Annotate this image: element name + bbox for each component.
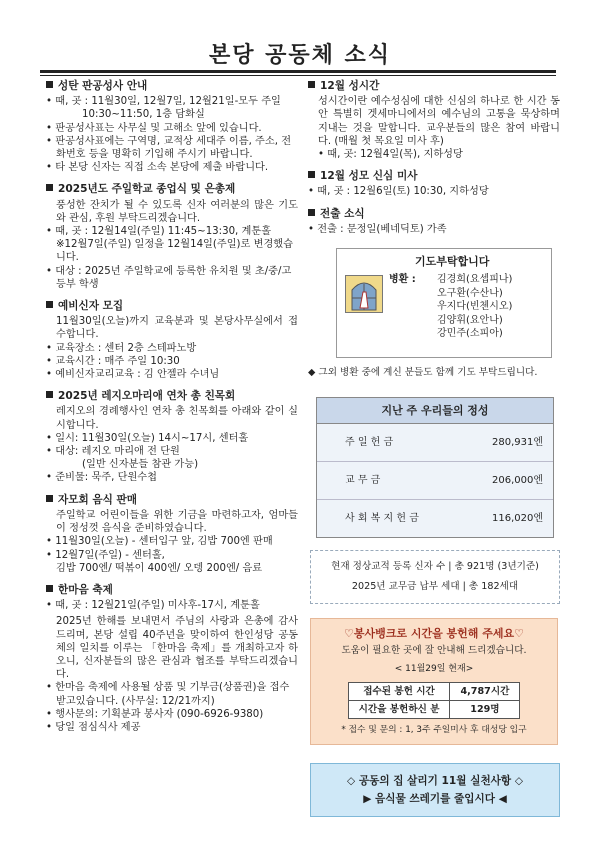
prayer-name: 김경희(요셉피나) [437,274,513,286]
parish-stats-box [310,550,560,604]
square-bullet-icon [46,81,53,88]
section-heading: 한마음 축제 [46,584,298,597]
list-item: • 전출 : 문정일(베네딕토) 가족 [308,223,560,236]
section-heading: 전출 소식 [308,208,560,221]
square-bullet-icon [46,585,53,592]
square-bullet-icon [308,209,315,216]
action-text: ▶ 음식물 쓰레기를 줄입시다 ◀ [363,792,507,805]
offering-table [316,397,554,538]
list-item: • 때, 곳 : 11월30일, 12월7일, 12월21일-모두 주일 [46,95,298,108]
list-item: • 대상 : 2025년 주일학교에 등록한 유치원 및 초/중/고등부 학생 [46,265,298,291]
right-column [308,80,560,817]
section-christmas-confession [46,80,298,174]
table-cell: 시간을 봉헌하신 분 [348,701,450,719]
table-cell: 129명 [450,701,520,719]
list-item: • 때, 곳 : 12월14일(주일) 11:45~13:30, 계툰홀 [46,225,298,238]
offering-label: 사 회 복 지 헌 금 [345,513,419,525]
page-title: 본당 공동체 소식 [208,42,392,68]
section-food-sale [46,494,298,575]
prayer-note: ◆ 그외 병환 중에 계신 분들도 함께 기도 부탁드립니다. [308,367,538,379]
square-bullet-icon [46,495,53,502]
section-heading: 자모회 음식 판매 [46,494,298,507]
table-row [348,701,520,719]
list-item: • 교육시간 : 매주 주일 10:30 [46,355,298,368]
section-heading: 2025년 레지오마리애 연차 총 친목회 [46,390,298,403]
table-cell: 4,787시간 [450,683,520,701]
section-heading: 예비신자 모집 [46,300,298,313]
offering-value: 280,931엔 [491,437,543,449]
prayer-name: 오구환(수산나) [437,287,503,299]
left-column [46,80,298,743]
list-item: • 타 본당 신자는 직접 소속 본당에 제출 바랍니다. [46,161,298,174]
list-item: • 대상: 레지오 마리애 전 단원 [46,445,298,458]
notice-text: ※12월7일(주일) 일정을 12월14일(주일)로 변경했습니다. [56,239,293,264]
list-item: • 당일 점심식사 제공 [46,721,298,734]
list-item: • 판공성사표는 사무실 및 고해소 앞에 있습니다. [46,122,298,135]
prayer-name: 김양휘(요안나) [437,314,503,326]
prayer-name: 강민주(소피아) [437,328,503,340]
stats-members: 현재 정상교적 등록 신자 수 | 총 921명 (3년기준) [331,561,539,573]
list-item: • 예비신자교리교육 : 김 안젤라 수녀님 [46,368,298,381]
section-heading: 12월 성시간 [308,80,560,93]
list-item: • 때, 곳: 12월4일(목), 지하성당 [318,148,560,161]
offering-value: 116,020엔 [491,513,543,525]
section-sunday-school [46,183,298,291]
section-paragraph: 주일학교 어린이들을 위한 기금을 마련하고자, 엄마들이 정성껏 음식을 준비하였습니다. [56,509,298,535]
stats-households: 2025년 교무금 납부 세대 | 총 182세대 [351,581,519,593]
section-heading: 12월 성모 신심 미사 [308,170,560,183]
square-bullet-icon [46,301,53,308]
section-paragraph: 레지오의 경례행사인 연차 총 친목회를 아래와 같이 실시합니다. [56,406,298,431]
list-item: • 한마음 축제에 사용될 상품 및 기부금(상품권)을 접수 받고있습니다. (사무실: 12/21까지) [46,681,298,707]
square-bullet-icon [308,81,315,88]
square-bullet-icon [46,184,53,191]
section-holy-hour [308,80,560,161]
section-paragraph: 2025년 한해를 보내면서 주님의 사랑과 은총에 감사드리며, 본당 설립 40주년을 맞이하여 한인성당 공동체의 일치를 이루는 「한마음 축제」를 개최하고자 하오니, 신자분들의 많은 관심과 협조를 부탁드리겠습니다. [56,616,298,681]
monthly-action-box [310,763,560,817]
section-paragraph: 성시간이란 예수성심에 대한 신심의 하나로 한 시간 동안 특별히 겟세마니에서의 예수님의 고통을 묵상하며 지내는 것을 말합니다. 교우분들의 많은 참여 바랍니다. (매월 첫 목요일 미사 후) [318,96,560,147]
volunteer-bank-date: < 11월29일 현재> [394,663,474,674]
offering-row [317,462,553,500]
prayer-title: 기도부탁합니다 [415,255,490,269]
offering-label: 주 일 헌 금 [345,437,394,449]
volunteer-bank-footnote: * 접수 및 문의 : 1, 3주 주일미사 후 대성당 입구 [341,725,527,736]
offering-header: 지난 주 우리들의 정성 [317,398,553,424]
list-item-continued: 김밥 700엔/ 떡볶이 400엔/ 오뎅 200엔/ 음료 [56,562,263,574]
list-item: • 11월30일(오늘) - 센터입구 앞, 김밥 700엔 판매 [46,535,298,548]
list-item-continued: (일반 신자분들 참관 가능) [82,459,199,471]
title-rule-thin [40,75,556,76]
action-title: ◇ 공동의 집 살리기 11월 실천사항 ◇ [347,774,523,787]
list-item: • 판공성사표에는 구역명, 교적상 세대주 이름, 주소, 전화번호 등을 명확히 기입해 주시기 바랍니다. [46,135,298,161]
praying-hands-icon [345,275,383,313]
illness-label: 병환 : [389,274,416,286]
section-transfer [308,208,560,236]
section-paragraph: 풍성한 잔치가 될 수 있도록 신자 여러분의 많은 기도와 관심, 후원 부탁드리겠습니다. [56,199,298,224]
offering-value: 206,000엔 [491,475,543,487]
table-cell: 접수된 봉헌 시간 [348,683,450,701]
list-item: • 일시: 11월30일(오늘) 14시~17시, 센터홀 [46,432,298,445]
section-heading: 성탄 판공성사 안내 [46,80,298,93]
prayer-names-list [437,273,512,341]
list-item-continued: 10:30~11:50, 1층 담화실 [82,109,205,121]
title-rule-thick [40,70,556,73]
prayer-request-box [336,248,552,358]
offering-label: 교 무 금 [345,475,381,487]
square-bullet-icon [308,171,315,178]
list-item: • 준비물: 묵주, 단원수첩 [46,471,298,484]
volunteer-bank-subtitle: 도움이 필요한 곳에 잘 안내해 드리겠습니다. [341,644,527,656]
list-item: • 교육장소 : 센터 2층 스테파노방 [46,342,298,355]
section-catechumen [46,300,298,381]
volunteer-bank-box [310,618,558,744]
offering-row [317,500,553,537]
volunteer-bank-title: ♡봉사뱅크로 시간을 봉헌해 주세요♡ [344,627,524,641]
prayer-name: 우지다(빈첸시오) [437,301,513,313]
list-item: • 때, 곳 : 12월6일(토) 10:30, 지하성당 [308,185,560,198]
volunteer-bank-table [348,682,521,719]
offering-row [317,424,553,462]
section-marian-mass [308,170,560,198]
square-bullet-icon [46,391,53,398]
section-paragraph: 11월30일(오늘)까지 교육분과 및 본당사무실에서 접수합니다. [56,316,298,341]
section-heading: 2025년도 주일학교 종업식 및 은총제 [46,183,298,196]
table-row [348,683,520,701]
section-legio-mariae [46,390,298,484]
list-item: • 12월7일(주일) - 센터홀, [46,549,298,562]
section-hanmaum-festival [46,584,298,734]
list-item: • 때, 곳 : 12월21일(주일) 미사후-17시, 계툰홀 [46,599,298,612]
list-item: • 행사문의: 기획분과 봉사자 (090-6926-9380) [46,708,298,721]
